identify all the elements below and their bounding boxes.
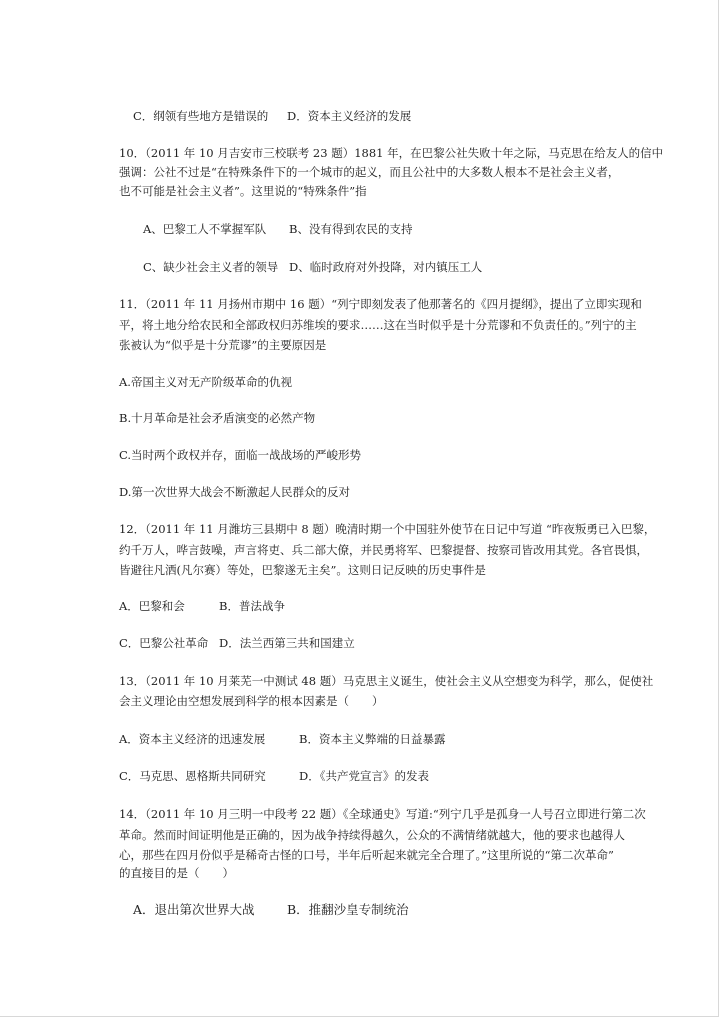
- q11-stem-line-3: 张被认为“似乎是十分荒谬”的主要原因是: [119, 338, 327, 352]
- q11-stem-line-1: 11．（2011 年 11 月扬州市期中 16 题）“列宁即刻发表了他那著名的《四月提纲》，提出了立即实现和: [119, 297, 642, 311]
- q11-option-d: D.第一次世界大战会不断激起人民群众的反对: [119, 485, 350, 499]
- q14-option-a: A．退出第次世界大战: [133, 902, 255, 917]
- q10-stem-line-2: 强调：公社不过是“在特殊条件下的一个城市的起义，而且公社中的大多数人根本不是社会主义者，: [119, 165, 620, 179]
- q11-option-b: B.十月革命是社会矛盾演变的必然产物: [119, 411, 316, 425]
- q11-option-c: C.当时两个政权并存，面临一战战场的严峻形势: [119, 448, 362, 462]
- q10-option-d: D、临时政府对外投降，对内镇压工人: [289, 260, 483, 274]
- q14-stem-line-4: 的直接目的是（ ）: [119, 866, 234, 880]
- q10-stem-line-3: 也不可能是社会主义者”。这里说的“特殊条件”指: [119, 184, 367, 198]
- q9-option-d: D．资本主义经济的发展: [287, 109, 412, 123]
- q13-option-c: C．马克思、恩格斯共同研究: [119, 769, 266, 783]
- q13-stem-line-1: 13．（2011 年 10 月莱芜一中测试 48 题）马克思主义诞生，使社会主义从空想变为科学，那么，促使社: [119, 674, 654, 688]
- q14-stem-line-2: 革命。然而时间证明他是正确的，因为战争持续得越久，公众的不满情绪就越大，他的要求也越得人: [119, 828, 625, 842]
- q11-stem-line-2: 平，将土地分给农民和全部政权归苏维埃的要求……这在当时似乎是十分荒谬和不负责任的。”列宁的主: [119, 318, 637, 332]
- q10-stem-line-1: 10．（2011 年 10 月吉安市三校联考 23 题）1881 年，在巴黎公社失败十年之际，马克思在给友人的信中: [119, 146, 664, 160]
- q12-option-c: C．巴黎公社革命: [119, 636, 209, 650]
- q13-option-d: D．《共产党宣言》的发表: [299, 769, 429, 783]
- q12-stem-line-3: 皆避往凡洒(凡尔赛）等处，巴黎遂无主矣”。这则日记反映的历史事件是: [119, 563, 486, 577]
- q14-stem-line-3: 心，那些在四月份似乎是稀奇古怪的口号，半年后听起来就完全合理了。”这里所说的“第二次革命”: [119, 848, 614, 862]
- q11-option-a: A.帝国主义对无产阶级革命的仇视: [119, 375, 292, 389]
- q10-option-c: C、缺少社会主义者的领导: [143, 260, 279, 274]
- q12-option-b: B．普法战争: [219, 599, 285, 613]
- q12-option-d: D．法兰西第三共和国建立: [219, 636, 355, 650]
- q14-option-b: B．推翻沙皇专制统治: [287, 902, 409, 917]
- q13-stem-line-2: 会主义理论由空想发展到科学的根本因素是（ ）: [119, 694, 384, 708]
- q10-option-b: B、没有得到农民的支持: [289, 222, 413, 236]
- q10-option-a: A、巴黎工人不掌握军队: [143, 222, 267, 236]
- q12-option-a: A．巴黎和会: [119, 599, 185, 613]
- q13-option-a: A．资本主义经济的迅速发展: [119, 732, 266, 746]
- q12-stem-line-1: 12．（2011 年 11 月潍坊三县期中 8 题）晚清时期一个中国驻外使节在日记中写道 “昨夜叛勇已入巴黎，: [119, 522, 656, 536]
- q13-option-b: B．资本主义弊端的日益暴露: [299, 732, 446, 746]
- q12-stem-line-2: 约千万人，哗言鼓噪，声言将吏、兵二部大僚，并民勇将军、巴黎提督、按察司皆改用其党。各官畏惧，: [119, 543, 648, 557]
- q14-stem-line-1: 14．（2011 年 10 月三明一中段考 22 题）《全球通史》写道:“列宁几乎是孤身一人号召立即进行第二次: [119, 807, 646, 821]
- q9-option-c: C．纲领有些地方是错误的: [133, 109, 269, 123]
